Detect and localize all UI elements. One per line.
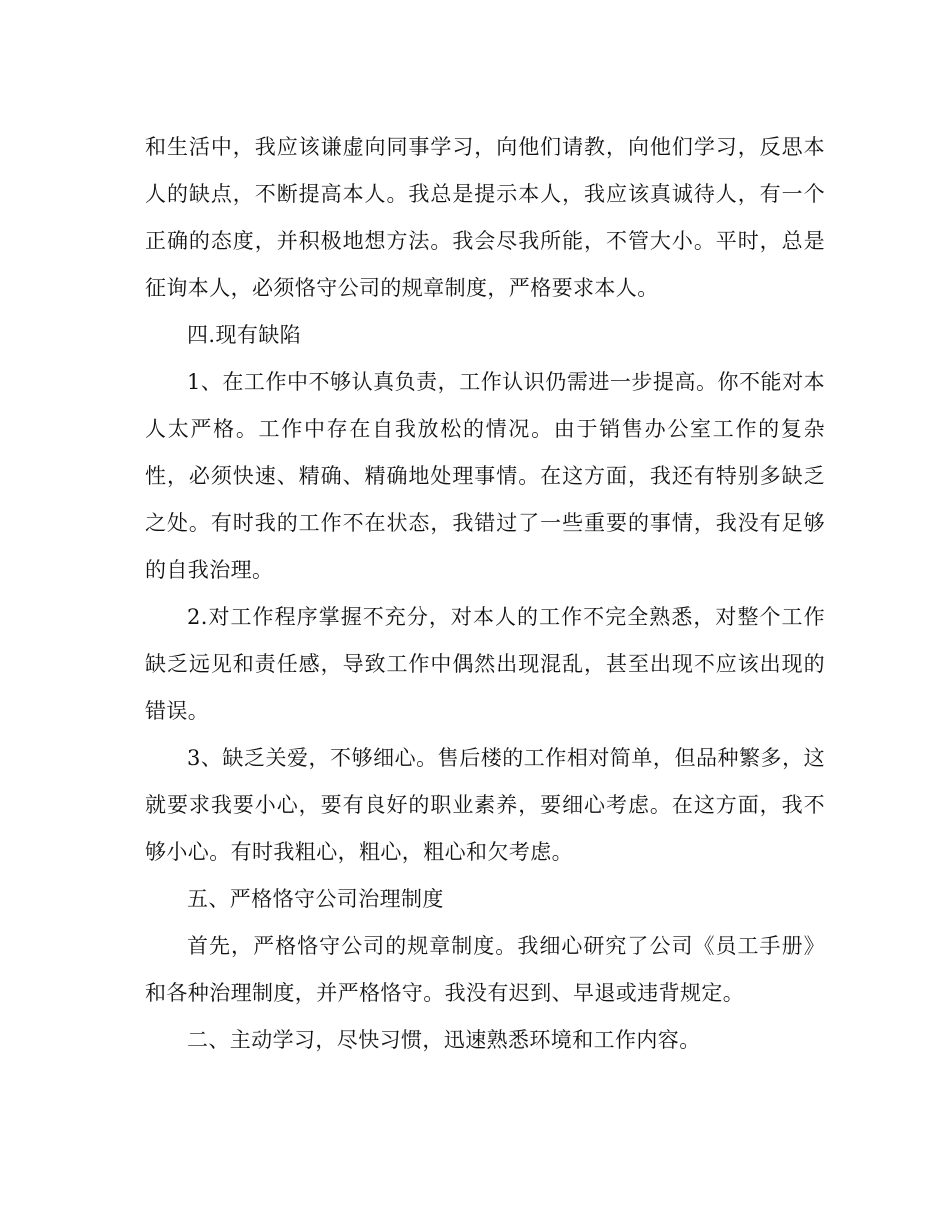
- paragraph-continuation: 和生活中，我应该谦虚向同事学习，向他们请教，向他们学习，反思本人的缺点，不断提高本人。我总是提示本人，我应该真诚待人，有一个正确的态度，并积极地想方法。我会尽我所能，不管大小。平时，总是征询本人，必须恪守公司的规章制度，严格要求本人。: [145, 135, 825, 300]
- paragraph-defect-1: 1、在工作中不够认真负责，工作认识仍需进一步提高。你不能对本人太严格。工作中存在自我放松的情况。由于销售办公室工作的复杂性，必须快速、精确、精确地处理事情。在这方面，我还有特别多缺乏之处。有时我的工作不在状态，我错过了一些重要的事情，我没有足够的自我治理。: [145, 370, 825, 582]
- paragraph-rules-first: 首先，严格恪守公司的规章制度。我细心研究了公司《员工手册》和各种治理制度，并严格恪守。我没有迟到、早退或违背规定。: [145, 934, 825, 1005]
- document-body: [145, 124, 825, 1064]
- section-heading-company-rules: 五、严格恪守公司治理制度: [187, 887, 444, 911]
- paragraph-defect-3: 3、缺乏关爱，不够细心。售后楼的工作相对简单，但品种繁多，这就要求我要小心，要有良好的职业素养，要细心考虑。在这方面，我不够小心。有时我粗心，粗心，粗心和欠考虑。: [145, 746, 825, 864]
- paragraph-active-learning: 二、主动学习，尽快习惯，迅速熟悉环境和工作内容。: [187, 1028, 701, 1052]
- section-heading-existing-defects: 四.现有缺陷: [187, 323, 302, 347]
- paragraph-defect-2: 2.对工作程序掌握不充分，对本人的工作不完全熟悉，对整个工作缺乏远见和责任感，导致工作中偶然出现混乱，甚至出现不应该出现的错误。: [145, 605, 825, 723]
